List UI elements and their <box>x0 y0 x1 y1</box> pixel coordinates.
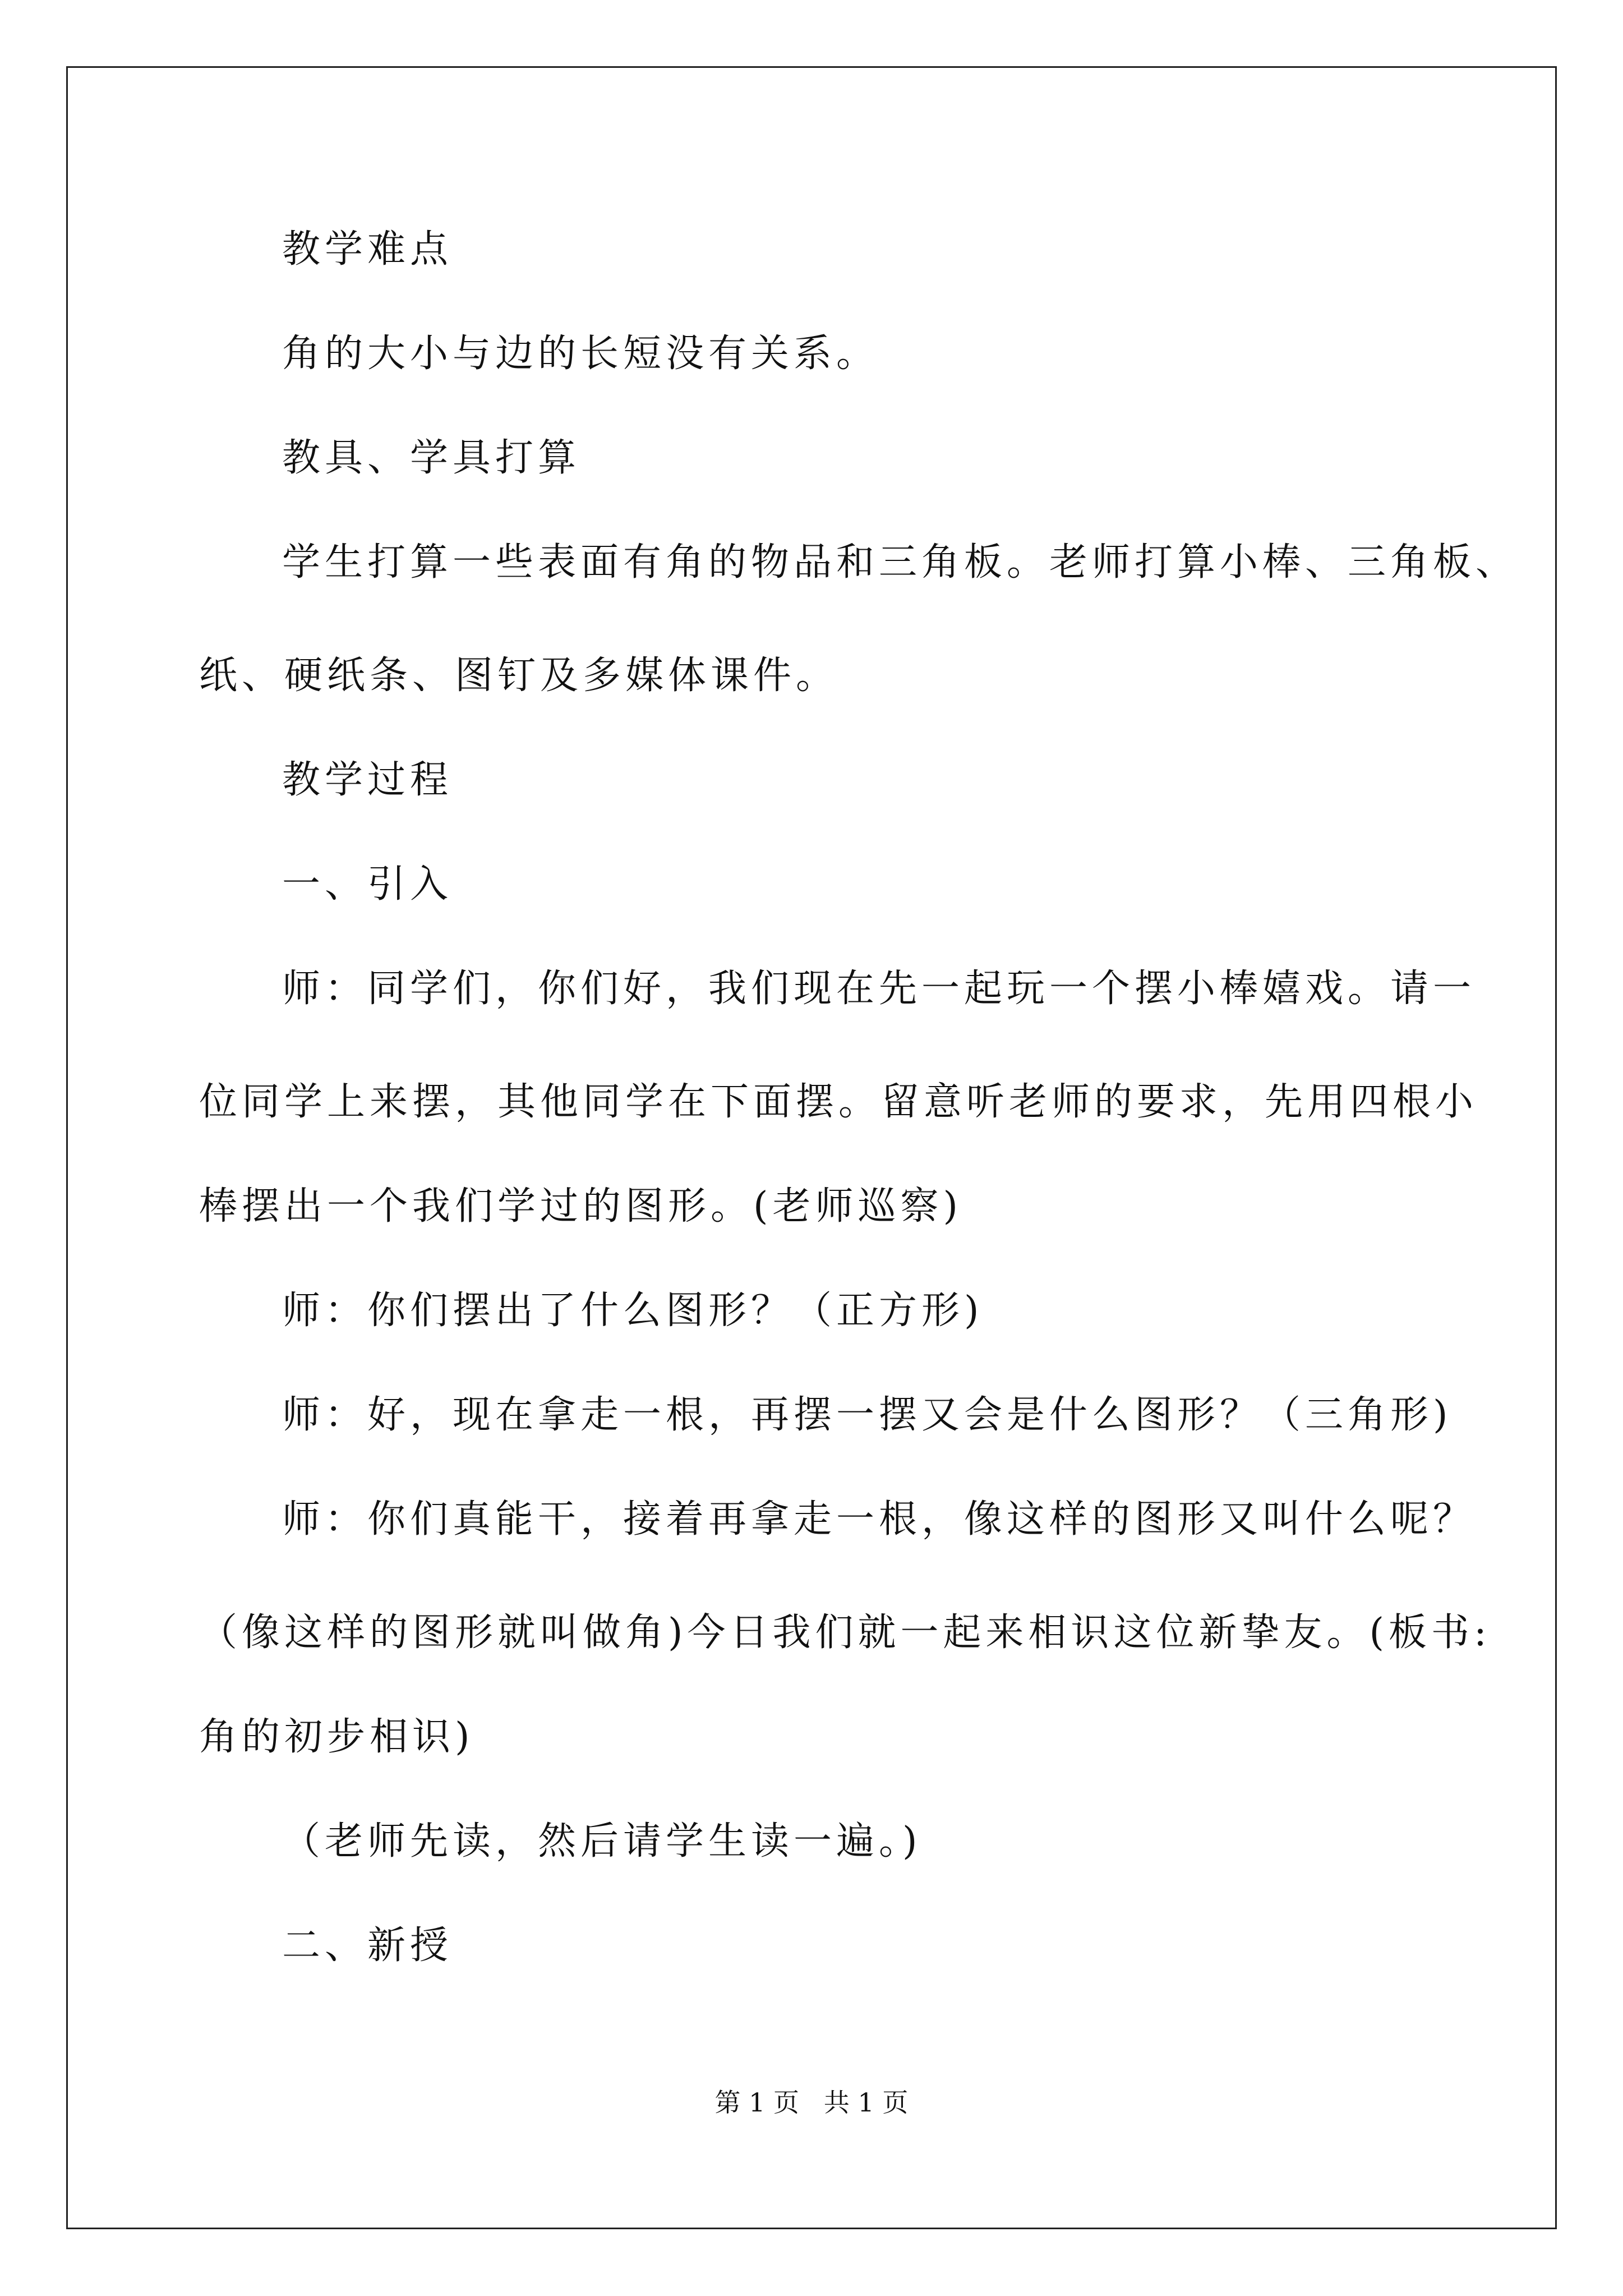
page-number: 第 1 页 共 1 页 <box>714 2087 909 2118</box>
paragraph: 师：你们摆出了什么图形？（正方形) <box>282 1289 984 1333</box>
heading-teaching-difficulty: 教学难点 <box>282 227 453 272</box>
heading-teaching-process: 教学过程 <box>282 758 453 802</box>
paragraph-continuation: （像这样的图形就叫做角)今日我们就一起来相识这位新挚友。(板书: <box>199 1611 1491 1655</box>
paragraph: 学生打算一些表面有角的物品和三角板。老师打算小棒、三角板、 <box>282 540 1519 585</box>
paragraph-continuation: 位同学上来摆，其他同学在下面摆。留意听老师的要求，先用四根小 <box>199 1080 1478 1124</box>
paragraph-continuation: 角的初步相识) <box>199 1715 474 1759</box>
heading-introduction: 一、引入 <box>282 862 453 907</box>
paragraph: 师：好，现在拿走一根，再摆一摆又会是什么图形？（三角形) <box>282 1393 1453 1437</box>
paragraph-continuation: 纸、硬纸条、图钉及多媒体课件。 <box>199 654 839 698</box>
heading-new-lesson: 二、新授 <box>282 1924 453 1968</box>
paragraph: 师：同学们，你们好，我们现在先一起玩一个摆小棒嬉戏。请一 <box>282 967 1476 1011</box>
heading-teaching-aids: 教具、学具打算 <box>282 436 581 480</box>
page-border <box>66 66 1557 2229</box>
paragraph-continuation: 棒摆出一个我们学过的图形。(老师巡察) <box>199 1184 963 1228</box>
paragraph: 师：你们真能干，接着再拿走一根，像这样的图形又叫什么呢？ <box>282 1497 1476 1542</box>
paragraph: （老师先读，然后请学生读一遍。) <box>282 1819 922 1864</box>
paragraph: 角的大小与边的长短没有关系。 <box>282 332 879 376</box>
